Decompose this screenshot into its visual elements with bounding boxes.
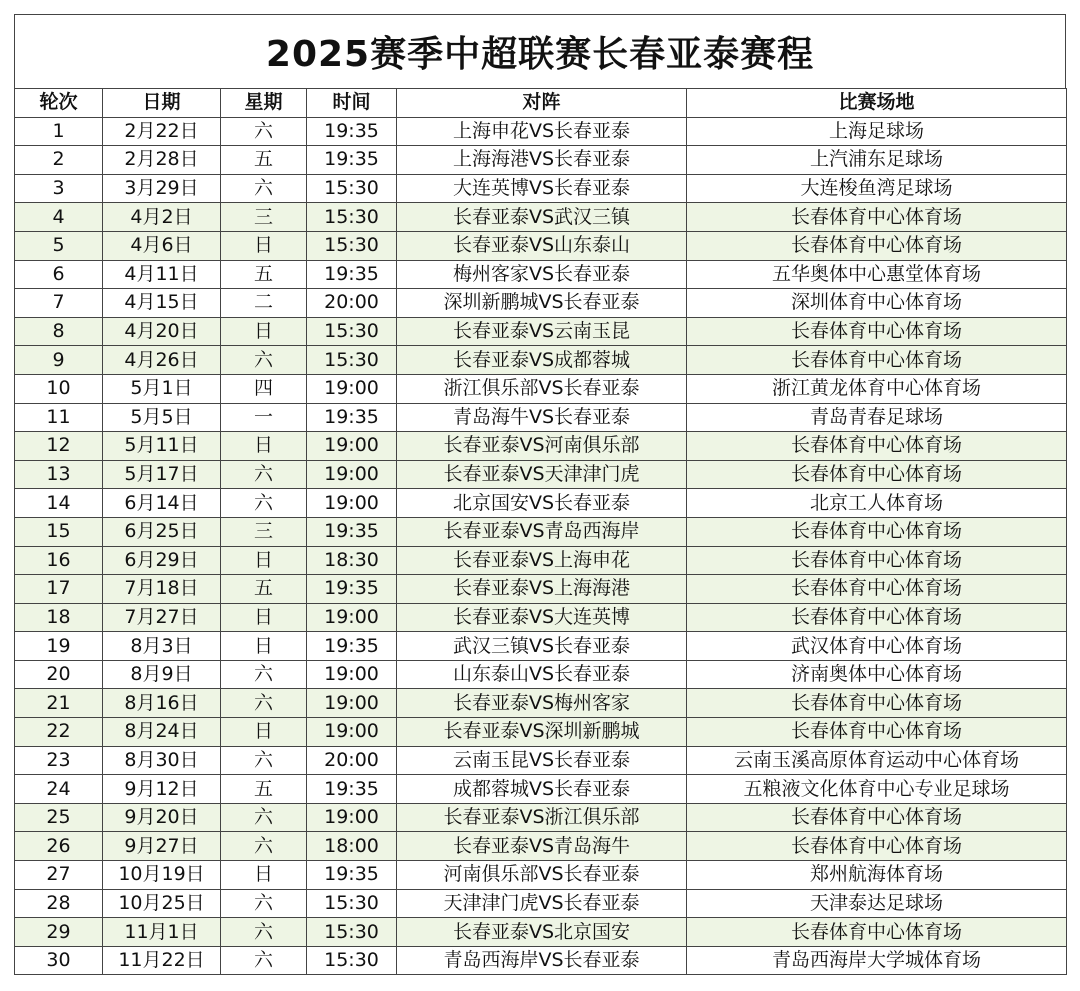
header-date: 日期 <box>103 89 221 118</box>
cell-round: 19 <box>15 632 103 661</box>
cell-time: 19:35 <box>307 775 397 804</box>
header-round: 轮次 <box>15 89 103 118</box>
cell-weekday: 六 <box>221 660 307 689</box>
table-row <box>15 460 1067 489</box>
header-weekday: 星期 <box>221 89 307 118</box>
cell-match: 梅州客家VS长春亚泰 <box>397 260 687 289</box>
cell-match: 大连英博VS长春亚泰 <box>397 174 687 203</box>
cell-round: 11 <box>15 403 103 432</box>
cell-date: 6月14日 <box>103 489 221 518</box>
table-row <box>15 832 1067 861</box>
cell-match: 长春亚泰VS云南玉昆 <box>397 317 687 346</box>
cell-match: 长春亚泰VS上海申花 <box>397 546 687 575</box>
cell-date: 5月11日 <box>103 432 221 461</box>
cell-venue: 天津泰达足球场 <box>687 889 1067 918</box>
cell-round: 6 <box>15 260 103 289</box>
table-header <box>15 89 1067 118</box>
cell-time: 19:00 <box>307 460 397 489</box>
cell-weekday: 日 <box>221 603 307 632</box>
cell-round: 1 <box>15 117 103 146</box>
table-row <box>15 289 1067 318</box>
cell-match: 成都蓉城VS长春亚泰 <box>397 775 687 804</box>
cell-weekday: 六 <box>221 803 307 832</box>
cell-round: 24 <box>15 775 103 804</box>
cell-date: 7月27日 <box>103 603 221 632</box>
table-row <box>15 889 1067 918</box>
cell-round: 7 <box>15 289 103 318</box>
cell-time: 19:00 <box>307 689 397 718</box>
cell-round: 12 <box>15 432 103 461</box>
cell-round: 3 <box>15 174 103 203</box>
cell-match: 长春亚泰VS青岛西海岸 <box>397 517 687 546</box>
cell-venue: 长春体育中心体育场 <box>687 346 1067 375</box>
cell-date: 8月9日 <box>103 660 221 689</box>
cell-match: 上海海港VS长春亚泰 <box>397 146 687 175</box>
cell-round: 18 <box>15 603 103 632</box>
cell-time: 15:30 <box>307 231 397 260</box>
cell-venue: 长春体育中心体育场 <box>687 432 1067 461</box>
table-row <box>15 775 1067 804</box>
cell-match: 深圳新鹏城VS长春亚泰 <box>397 289 687 318</box>
table-row <box>15 575 1067 604</box>
cell-weekday: 六 <box>221 918 307 947</box>
cell-venue: 长春体育中心体育场 <box>687 803 1067 832</box>
cell-date: 8月30日 <box>103 746 221 775</box>
cell-time: 19:00 <box>307 803 397 832</box>
cell-round: 10 <box>15 374 103 403</box>
cell-date: 6月29日 <box>103 546 221 575</box>
cell-date: 8月24日 <box>103 718 221 747</box>
cell-date: 6月25日 <box>103 517 221 546</box>
cell-match: 长春亚泰VS浙江俱乐部 <box>397 803 687 832</box>
cell-weekday: 二 <box>221 289 307 318</box>
cell-round: 14 <box>15 489 103 518</box>
cell-weekday: 日 <box>221 317 307 346</box>
table-row <box>15 317 1067 346</box>
cell-weekday: 日 <box>221 231 307 260</box>
cell-time: 19:00 <box>307 432 397 461</box>
cell-weekday: 日 <box>221 432 307 461</box>
cell-match: 长春亚泰VS河南俱乐部 <box>397 432 687 461</box>
cell-round: 20 <box>15 660 103 689</box>
table-row <box>15 803 1067 832</box>
cell-venue: 武汉体育中心体育场 <box>687 632 1067 661</box>
table-row <box>15 146 1067 175</box>
table-row <box>15 346 1067 375</box>
header-match: 对阵 <box>397 89 687 118</box>
cell-venue: 北京工人体育场 <box>687 489 1067 518</box>
cell-weekday: 日 <box>221 546 307 575</box>
cell-round: 17 <box>15 575 103 604</box>
cell-match: 青岛西海岸VS长春亚泰 <box>397 946 687 975</box>
cell-venue: 郑州航海体育场 <box>687 861 1067 890</box>
cell-round: 22 <box>15 718 103 747</box>
cell-date: 5月1日 <box>103 374 221 403</box>
cell-time: 19:00 <box>307 603 397 632</box>
table-row <box>15 746 1067 775</box>
cell-venue: 长春体育中心体育场 <box>687 460 1067 489</box>
cell-venue: 长春体育中心体育场 <box>687 546 1067 575</box>
cell-time: 19:35 <box>307 146 397 175</box>
cell-time: 19:35 <box>307 403 397 432</box>
cell-weekday: 六 <box>221 889 307 918</box>
cell-match: 长春亚泰VS青岛海牛 <box>397 832 687 861</box>
cell-venue: 长春体育中心体育场 <box>687 689 1067 718</box>
header-time: 时间 <box>307 89 397 118</box>
cell-round: 9 <box>15 346 103 375</box>
cell-date: 4月26日 <box>103 346 221 375</box>
cell-round: 30 <box>15 946 103 975</box>
table-body <box>15 117 1067 975</box>
cell-round: 27 <box>15 861 103 890</box>
cell-date: 4月15日 <box>103 289 221 318</box>
cell-time: 19:00 <box>307 489 397 518</box>
cell-time: 15:30 <box>307 946 397 975</box>
cell-time: 15:30 <box>307 889 397 918</box>
cell-weekday: 日 <box>221 718 307 747</box>
cell-match: 青岛海牛VS长春亚泰 <box>397 403 687 432</box>
table-row <box>15 689 1067 718</box>
cell-match: 武汉三镇VS长春亚泰 <box>397 632 687 661</box>
table-row <box>15 403 1067 432</box>
table-row <box>15 489 1067 518</box>
cell-date: 11月1日 <box>103 918 221 947</box>
cell-weekday: 三 <box>221 203 307 232</box>
table-row <box>15 203 1067 232</box>
cell-match: 天津津门虎VS长春亚泰 <box>397 889 687 918</box>
cell-weekday: 六 <box>221 832 307 861</box>
cell-venue: 五华奥体中心惠堂体育场 <box>687 260 1067 289</box>
cell-round: 25 <box>15 803 103 832</box>
cell-weekday: 五 <box>221 575 307 604</box>
cell-weekday: 五 <box>221 775 307 804</box>
cell-date: 9月20日 <box>103 803 221 832</box>
cell-time: 19:35 <box>307 517 397 546</box>
cell-match: 长春亚泰VS北京国安 <box>397 918 687 947</box>
cell-time: 19:35 <box>307 575 397 604</box>
cell-match: 河南俱乐部VS长春亚泰 <box>397 861 687 890</box>
cell-weekday: 六 <box>221 489 307 518</box>
cell-time: 19:00 <box>307 718 397 747</box>
cell-match: 长春亚泰VS梅州客家 <box>397 689 687 718</box>
cell-round: 15 <box>15 517 103 546</box>
cell-date: 10月19日 <box>103 861 221 890</box>
cell-round: 5 <box>15 231 103 260</box>
cell-date: 7月18日 <box>103 575 221 604</box>
cell-weekday: 六 <box>221 689 307 718</box>
cell-round: 16 <box>15 546 103 575</box>
cell-match: 长春亚泰VS成都蓉城 <box>397 346 687 375</box>
table-row <box>15 546 1067 575</box>
cell-venue: 青岛西海岸大学城体育场 <box>687 946 1067 975</box>
cell-match: 长春亚泰VS上海海港 <box>397 575 687 604</box>
cell-weekday: 六 <box>221 346 307 375</box>
cell-time: 19:35 <box>307 861 397 890</box>
cell-time: 18:30 <box>307 546 397 575</box>
cell-round: 13 <box>15 460 103 489</box>
cell-round: 8 <box>15 317 103 346</box>
cell-match: 北京国安VS长春亚泰 <box>397 489 687 518</box>
cell-venue: 长春体育中心体育场 <box>687 718 1067 747</box>
cell-venue: 青岛青春足球场 <box>687 403 1067 432</box>
cell-time: 15:30 <box>307 346 397 375</box>
cell-weekday: 六 <box>221 946 307 975</box>
table-row <box>15 231 1067 260</box>
cell-venue: 大连梭鱼湾足球场 <box>687 174 1067 203</box>
cell-time: 19:35 <box>307 632 397 661</box>
header-venue: 比赛场地 <box>687 89 1067 118</box>
cell-weekday: 四 <box>221 374 307 403</box>
cell-time: 15:30 <box>307 317 397 346</box>
cell-venue: 长春体育中心体育场 <box>687 317 1067 346</box>
cell-date: 11月22日 <box>103 946 221 975</box>
cell-time: 15:30 <box>307 174 397 203</box>
cell-date: 5月5日 <box>103 403 221 432</box>
table-row <box>15 603 1067 632</box>
cell-date: 4月11日 <box>103 260 221 289</box>
header-row <box>15 89 1067 118</box>
cell-weekday: 五 <box>221 146 307 175</box>
cell-date: 10月25日 <box>103 889 221 918</box>
cell-venue: 长春体育中心体育场 <box>687 231 1067 260</box>
table-row <box>15 374 1067 403</box>
cell-date: 9月27日 <box>103 832 221 861</box>
table-row <box>15 260 1067 289</box>
table-row <box>15 946 1067 975</box>
cell-venue: 浙江黄龙体育中心体育场 <box>687 374 1067 403</box>
cell-weekday: 日 <box>221 632 307 661</box>
cell-date: 9月12日 <box>103 775 221 804</box>
table-row <box>15 718 1067 747</box>
cell-date: 4月20日 <box>103 317 221 346</box>
cell-time: 19:35 <box>307 260 397 289</box>
cell-venue: 长春体育中心体育场 <box>687 918 1067 947</box>
cell-time: 20:00 <box>307 289 397 318</box>
cell-venue: 长春体育中心体育场 <box>687 517 1067 546</box>
cell-date: 4月6日 <box>103 231 221 260</box>
cell-date: 5月17日 <box>103 460 221 489</box>
cell-weekday: 三 <box>221 517 307 546</box>
cell-match: 浙江俱乐部VS长春亚泰 <box>397 374 687 403</box>
table-row <box>15 117 1067 146</box>
cell-match: 长春亚泰VS深圳新鹏城 <box>397 718 687 747</box>
cell-time: 18:00 <box>307 832 397 861</box>
table-row <box>15 861 1067 890</box>
cell-date: 2月28日 <box>103 146 221 175</box>
cell-round: 26 <box>15 832 103 861</box>
table-row <box>15 432 1067 461</box>
cell-weekday: 五 <box>221 260 307 289</box>
cell-match: 云南玉昆VS长春亚泰 <box>397 746 687 775</box>
cell-date: 4月2日 <box>103 203 221 232</box>
cell-round: 29 <box>15 918 103 947</box>
table-row <box>15 632 1067 661</box>
cell-weekday: 日 <box>221 861 307 890</box>
cell-venue: 云南玉溪高原体育运动中心体育场 <box>687 746 1067 775</box>
cell-round: 21 <box>15 689 103 718</box>
schedule-sheet <box>14 14 1066 975</box>
cell-match: 上海申花VS长春亚泰 <box>397 117 687 146</box>
page-title: 2025赛季中超联赛长春亚泰赛程 <box>14 14 1066 88</box>
cell-venue: 深圳体育中心体育场 <box>687 289 1067 318</box>
cell-weekday: 一 <box>221 403 307 432</box>
cell-time: 19:00 <box>307 660 397 689</box>
cell-venue: 济南奥体中心体育场 <box>687 660 1067 689</box>
cell-match: 长春亚泰VS天津津门虎 <box>397 460 687 489</box>
cell-weekday: 六 <box>221 174 307 203</box>
table-row <box>15 660 1067 689</box>
table-row <box>15 918 1067 947</box>
cell-venue: 长春体育中心体育场 <box>687 203 1067 232</box>
cell-weekday: 六 <box>221 117 307 146</box>
cell-date: 2月22日 <box>103 117 221 146</box>
cell-weekday: 六 <box>221 746 307 775</box>
schedule-table <box>14 88 1067 975</box>
cell-round: 2 <box>15 146 103 175</box>
cell-match: 长春亚泰VS山东泰山 <box>397 231 687 260</box>
cell-venue: 五粮液文化体育中心专业足球场 <box>687 775 1067 804</box>
table-row <box>15 174 1067 203</box>
cell-date: 8月3日 <box>103 632 221 661</box>
cell-date: 3月29日 <box>103 174 221 203</box>
cell-venue: 长春体育中心体育场 <box>687 603 1067 632</box>
cell-time: 19:35 <box>307 117 397 146</box>
cell-venue: 长春体育中心体育场 <box>687 575 1067 604</box>
cell-venue: 上汽浦东足球场 <box>687 146 1067 175</box>
cell-weekday: 六 <box>221 460 307 489</box>
cell-venue: 上海足球场 <box>687 117 1067 146</box>
table-row <box>15 517 1067 546</box>
cell-venue: 长春体育中心体育场 <box>687 832 1067 861</box>
cell-match: 山东泰山VS长春亚泰 <box>397 660 687 689</box>
cell-round: 28 <box>15 889 103 918</box>
cell-time: 15:30 <box>307 918 397 947</box>
cell-round: 23 <box>15 746 103 775</box>
cell-time: 19:00 <box>307 374 397 403</box>
cell-time: 15:30 <box>307 203 397 232</box>
cell-date: 8月16日 <box>103 689 221 718</box>
cell-match: 长春亚泰VS大连英博 <box>397 603 687 632</box>
cell-match: 长春亚泰VS武汉三镇 <box>397 203 687 232</box>
cell-time: 20:00 <box>307 746 397 775</box>
cell-round: 4 <box>15 203 103 232</box>
